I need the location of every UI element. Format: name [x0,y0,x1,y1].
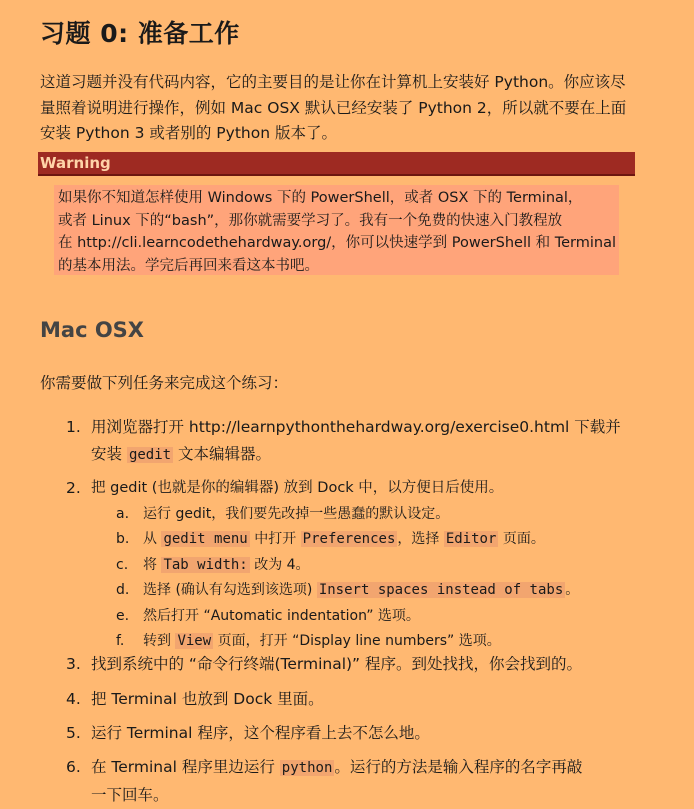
code-inline: Preferences [302,531,396,547]
step-number: 1. [66,418,81,436]
intro-paragraph: 这道习题并没有代码内容，它的主要目的是让你在计算机上安装好 Python。你应该尽量照着说明进行操作，例如 Mac OSX 默认已经安装了 Python 2，所以就不要在上面安装 Python 3 或者别的 Python 版本了。 [40,73,627,142]
step-number: 4. [66,690,81,708]
code-inline: Tab width: [163,557,248,573]
step-text: 运行 Terminal 程序，这个程序看上去不怎么地。 [91,724,430,742]
page-title: 习题 0: 准备工作 [40,19,240,48]
step-number: 5. [66,724,81,742]
document-page: 习题 0: 准备工作 这道习题并没有代码内容，它的主要目的是让你在计算机上安装好 Python。你应该尽量照着说明进行操作，例如 Mac OSX 默认已经安装了 Python 2，所以就不要在上面安装 Python 3 或者别的 Python 版本了。 Warning 如果你不知道怎样使用 Windows 下的 PowerShell，或者 OSX 下的 Terminal， 或者 Linux 下的“bash”，那你就需要学习了。我有一个免费的快速入门教程放 在 http://cli.learncodethehardway.org/，你可以快速学到 PowerShell 和 Terminal 的基本用法。学完后再回来看这本书吧。 Mac OSX 你需要做下列任务来完成这个练习： 1. 用浏览器打开 http://learnpythonthehardway.org/exercise0.html 下载并 安装 gedit 文本编辑器。 2. 把 gedit (也就是你的编辑器) 放到 Dock 中，以方便日后使用。 a. 运行 gedit，我们要先改掉一些愚蠢的默认设定。 b. 从 gedit menu 中打开 Preferences ，选择 Editor 页面。 c. 将 Tab width: 改为 4。 d. 选择 (确认有勾选到该选项) Insert spaces instead of tabs 。 e. 然后打开 “Automatic indentation” 选项。 f. 转到 View 页面，打开 “Display line numbers” 选项。 3. 找到系统中的 “命令行终端(Terminal)” 程序。到处找找，你会找到的。 4. 把 Terminal 也放到 Dock 里面。 5. 运行 Terminal 程序，这个程序看上去不怎么地。 6. 在 Terminal 程序里边运行 python 。运行的方法是输入程序的名字再敲 一下回车。 [0,0,694,809]
code-inline: Editor [445,531,497,547]
code-inline: python [281,760,333,776]
warning-line: 的基本用法。学完后再回来看这本书吧。 [58,257,319,274]
step-line: 用浏览器打开 http://learnpythonthehardway.org/exercise0.html 下载并 [91,418,621,436]
warning-line: 在 http://cli.learncodethehardway.org/，你可以快速学到 PowerShell 和 Terminal [58,235,617,251]
code-inline: gedit [128,447,172,463]
step-text: 把 Terminal 也放到 Dock 里面。 [91,690,324,708]
warning-title: Warning [40,154,111,172]
step-text: 把 gedit (也就是你的编辑器) 放到 Dock 中，以方便日后使用。 [91,480,504,496]
step-number: 3. [66,655,81,673]
code-inline: gedit menu [163,531,248,547]
step-text: 在 Terminal 程序里边运行 python 。运行的方法是输入程序的名字再敲 一下回车。 [91,758,583,804]
section-title: Mac OSX [40,318,144,342]
lead-paragraph: 你需要做下列任务来完成这个练习： [40,374,289,392]
step-number: 2. [66,479,81,497]
step-number: 6. [66,758,81,776]
warning-line: 如果你不知道怎样使用 Windows 下的 PowerShell，或者 OSX 下的 Terminal， [58,190,583,206]
step-text: 用浏览器打开 http://learnpythonthehardway.org/exercise0.html 下载并 安装 gedit 文本编辑器。 [91,418,621,463]
step-text: 找到系统中的 “命令行终端(Terminal)” 程序。到处找找，你会找到的。 [91,655,583,673]
code-inline: Insert spaces instead of tabs [318,582,564,598]
warning-box [54,185,619,275]
warning-header [38,152,635,176]
warning-line: 或者 Linux 下的“bash”，那你就需要学习了。我有一个免费的快速入门教程放 [58,212,563,229]
code-inline: View [177,633,212,649]
